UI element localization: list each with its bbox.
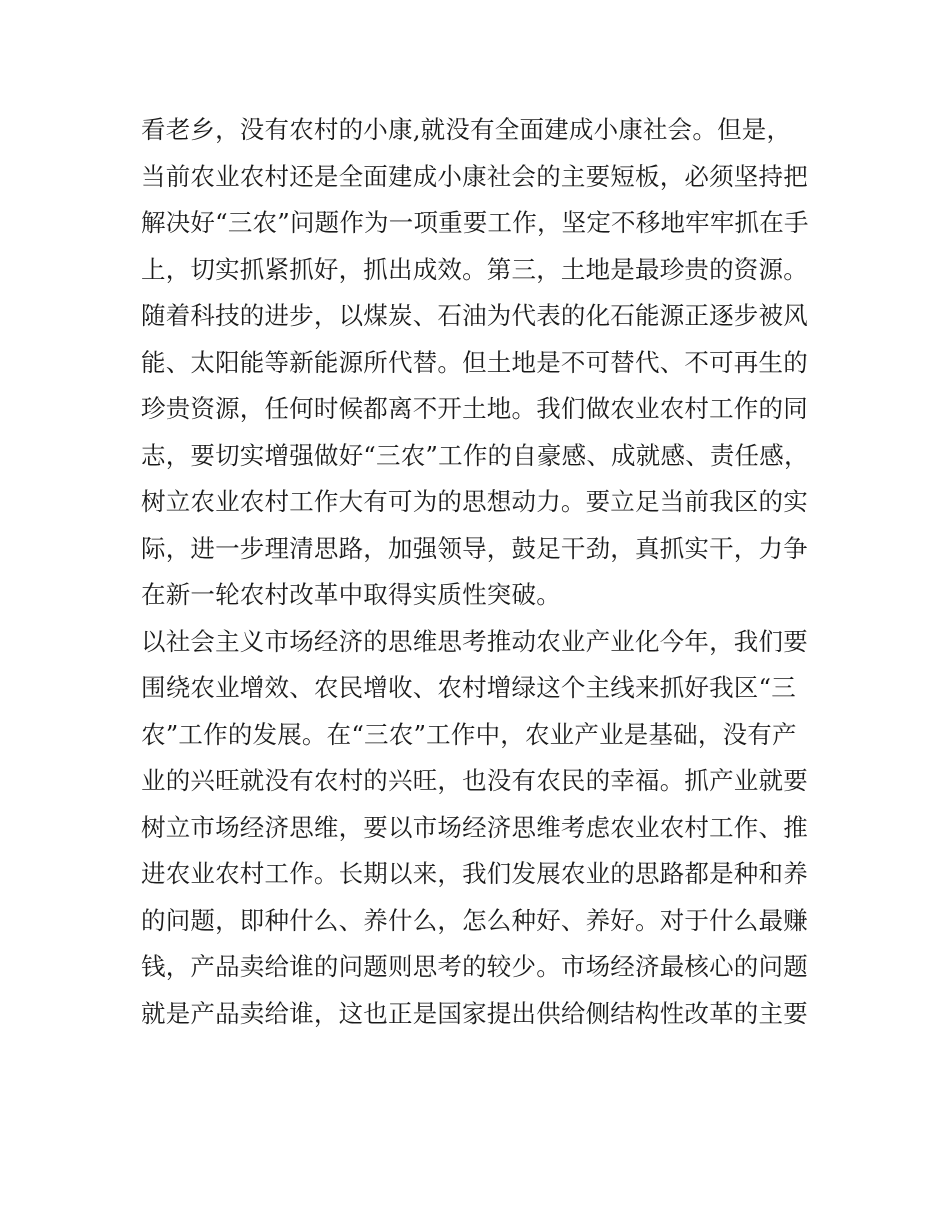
text-line: 际，进一步理清思路，加强领导，鼓足干劲，真抓实干，力争 bbox=[141, 533, 808, 563]
text-line: 就是产品卖给谁，这也正是国家提出供给侧结构性改革的主要 bbox=[141, 998, 808, 1028]
text-line: 志，要切实增强做好“三农”工作的自豪感、成就感、责任感， bbox=[141, 440, 809, 470]
text-line: 进农业农村工作。长期以来，我们发展农业的思路都是种和养 bbox=[141, 859, 808, 888]
text-line: 钱，产品卖给谁的问题则思考的较少。市场经济最核心的问题 bbox=[141, 952, 808, 981]
text-line: 看老乡，没有农村的小康,就没有全面建成小康社会。但是， bbox=[141, 115, 792, 144]
text-line: 的问题，即种什么、养什么，怎么种好、养好。对于什么最赚 bbox=[141, 905, 808, 935]
text-line: 围绕农业增效、农民增收、农村增绿这个主线来抓好我区“三 bbox=[141, 673, 796, 702]
text-line: 解决好“三农”问题作为一项重要工作，坚定不移地牢牢抓在手 bbox=[141, 208, 809, 237]
body-text bbox=[141, 107, 821, 1037]
text-line: 当前农业农村还是全面建成小康社会的主要短板，必须坚持把 bbox=[141, 161, 808, 191]
text-line: 珍贵资源，任何时候都离不开土地。我们做农业农村工作的同 bbox=[141, 394, 808, 423]
text-line: 农”工作的发展。在“三农”工作中，农业产业是基础，没有产 bbox=[141, 719, 797, 749]
text-line: 以社会主义市场经济的思维思考推动农业产业化今年，我们要 bbox=[141, 626, 808, 656]
text-line: 业的兴旺就没有农村的兴旺，也没有农民的幸福。抓产业就要 bbox=[141, 766, 808, 795]
text-line: 能、太阳能等新能源所代替。但土地是不可替代、不可再生的 bbox=[141, 347, 808, 377]
text-line: 上，切实抓紧抓好，抓出成效。第三，土地是最珍贵的资源。 bbox=[141, 254, 808, 284]
text-line: 树立市场经济思维，要以市场经济思维考虑农业农村工作、推 bbox=[141, 812, 808, 842]
text-line: 树立农业农村工作大有可为的思想动力。要立足当前我区的实 bbox=[141, 487, 808, 516]
text-line: 随着科技的进步，以煤炭、石油为代表的化石能源正逐步被风 bbox=[141, 301, 808, 330]
text-line: 在新一轮农村改革中取得实质性突破。 bbox=[141, 580, 561, 609]
